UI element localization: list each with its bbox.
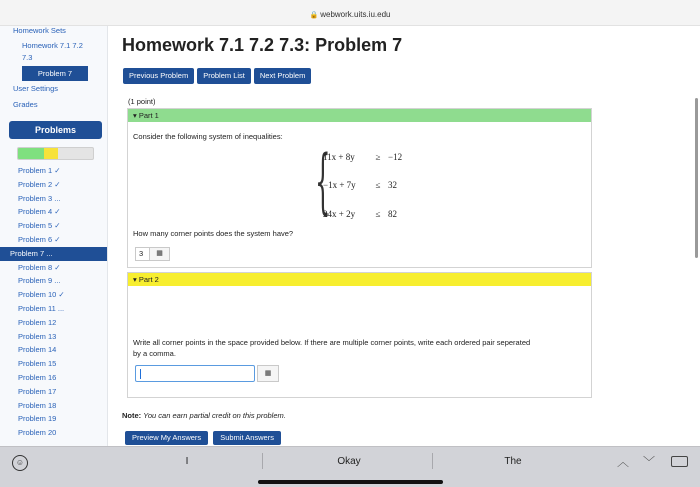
sidebar-homework-sets-link[interactable]: Homework Sets xyxy=(13,26,66,35)
sidebar-problem-link[interactable]: Problem 18 xyxy=(18,400,57,410)
next-problem-button[interactable]: Next Problem xyxy=(254,68,311,84)
sidebar-problem-link[interactable]: Problem 20 xyxy=(18,428,57,438)
progress-bar xyxy=(17,147,94,160)
sidebar-problem-link[interactable]: Problem 5 ✓ xyxy=(18,221,61,231)
inequality-2: −1x + 7y ≤ 32 xyxy=(323,180,397,190)
part2-panel xyxy=(127,272,592,398)
preview-answers-button[interactable]: Preview My Answers xyxy=(125,431,208,445)
suggestion-divider xyxy=(432,453,433,469)
sidebar-problem-link[interactable]: Problem 2 ✓ xyxy=(18,179,61,189)
suggestion-3[interactable]: The xyxy=(504,456,522,467)
part2-instruction-line1: Write all corner points in the space provided below. If there are multiple corner points, write each ordered pair seperated xyxy=(133,338,531,347)
sidebar-problem-link[interactable]: Problem 10 ✓ xyxy=(18,290,65,300)
home-indicator[interactable] xyxy=(258,480,443,484)
progress-partial-segment xyxy=(44,148,58,159)
browser-address-bar[interactable] xyxy=(0,0,700,26)
part1-answer-group xyxy=(135,247,170,261)
problems-header-button[interactable]: Problems xyxy=(9,121,102,139)
sidebar-problem-link[interactable]: Problem 16 xyxy=(18,372,57,382)
emoji-keyboard-icon[interactable]: ☺ xyxy=(12,455,28,471)
sidebar-problem-link[interactable]: Problem 19 xyxy=(18,414,57,424)
suggestion-2[interactable]: Okay xyxy=(337,456,361,467)
sidebar xyxy=(0,26,108,446)
text-caret xyxy=(140,369,141,379)
sidebar-problem-link[interactable]: Problem 4 ✓ xyxy=(18,207,61,217)
part1-intro: Consider the following system of inequalities: xyxy=(133,132,283,141)
submit-answers-button[interactable]: Submit Answers xyxy=(213,431,281,445)
previous-problem-button[interactable]: Previous Problem xyxy=(123,68,194,84)
keyboard-icon[interactable] xyxy=(671,456,688,467)
part2-answer-group xyxy=(135,365,279,382)
page-scrollbar[interactable] xyxy=(695,98,698,258)
sidebar-problem-link[interactable]: Problem 13 xyxy=(18,331,57,341)
sidebar-grades-link[interactable]: Grades xyxy=(13,100,38,109)
part1-panel xyxy=(127,108,592,268)
suggestion-1[interactable]: I xyxy=(185,456,189,467)
equation-editor-grid-icon[interactable]: ▦ xyxy=(150,247,170,261)
chevron-down-icon[interactable]: ﹀ xyxy=(643,455,656,469)
sidebar-problem-link[interactable]: Problem 15 xyxy=(18,359,57,369)
sidebar-set-link-line2[interactable]: 7.3 xyxy=(22,53,33,62)
sidebar-problem-link[interactable]: Problem 14 xyxy=(18,345,57,355)
submit-actions xyxy=(125,431,281,445)
note-text: You can earn partial credit on this problem. xyxy=(143,411,286,420)
sidebar-problem-link[interactable]: Problem 7 ... xyxy=(0,247,108,261)
corner-count-input[interactable]: 3 xyxy=(135,247,150,261)
system-brace: { xyxy=(315,140,331,222)
suggestion-divider xyxy=(262,453,263,469)
problem-nav xyxy=(123,68,311,84)
url-text: webwork.uits.iu.edu xyxy=(320,10,391,19)
sidebar-problem-link[interactable]: Problem 11 ... xyxy=(18,303,65,313)
sidebar-problem-link[interactable]: Problem 6 ✓ xyxy=(18,234,61,244)
part1-header[interactable]: ▾ Part 1 xyxy=(128,109,591,122)
part2-header[interactable]: ▾ Part 2 xyxy=(128,273,591,286)
problem-list-button[interactable]: Problem List xyxy=(197,68,251,84)
partial-credit-note xyxy=(122,411,286,420)
sidebar-set-link-line1[interactable]: Homework 7.1 7.2 xyxy=(22,41,83,50)
lock-icon: 🔒 xyxy=(309,12,319,19)
progress-correct-segment xyxy=(18,148,44,159)
equation-editor-grid-icon[interactable]: ▦ xyxy=(257,365,279,382)
problem-list xyxy=(0,164,108,440)
inequality-3: 24x + 2y ≤ 82 xyxy=(323,209,397,219)
part2-instruction-line2: by a comma. xyxy=(133,349,176,358)
sidebar-problem-link[interactable]: Problem 8 ✓ xyxy=(18,262,61,272)
chevron-up-icon[interactable]: ︿ xyxy=(617,455,630,469)
sidebar-problem-link[interactable]: Problem 9 ... xyxy=(18,276,61,286)
sidebar-problem-link[interactable]: Problem 1 ✓ xyxy=(18,166,61,175)
sidebar-user-settings-link[interactable]: User Settings xyxy=(13,84,59,93)
note-label: Note: xyxy=(122,411,142,420)
inequality-1: 11x + 8y ≥ −12 xyxy=(323,152,403,162)
corner-points-input[interactable] xyxy=(135,365,255,382)
sidebar-problem-link[interactable]: Problem 12 xyxy=(18,317,57,327)
url-display[interactable] xyxy=(0,10,700,19)
points-label: (1 point) xyxy=(128,97,156,106)
page-title: Homework 7.1 7.2 7.3: Problem 7 xyxy=(122,35,403,55)
sidebar-problem-link[interactable]: Problem 3 ... xyxy=(18,193,61,203)
inequality-system xyxy=(315,140,415,222)
sidebar-problem-link[interactable]: Problem 17 xyxy=(18,386,57,396)
part1-question: How many corner points does the system have? xyxy=(133,229,294,238)
sidebar-current-problem[interactable]: Problem 7 xyxy=(22,66,88,81)
